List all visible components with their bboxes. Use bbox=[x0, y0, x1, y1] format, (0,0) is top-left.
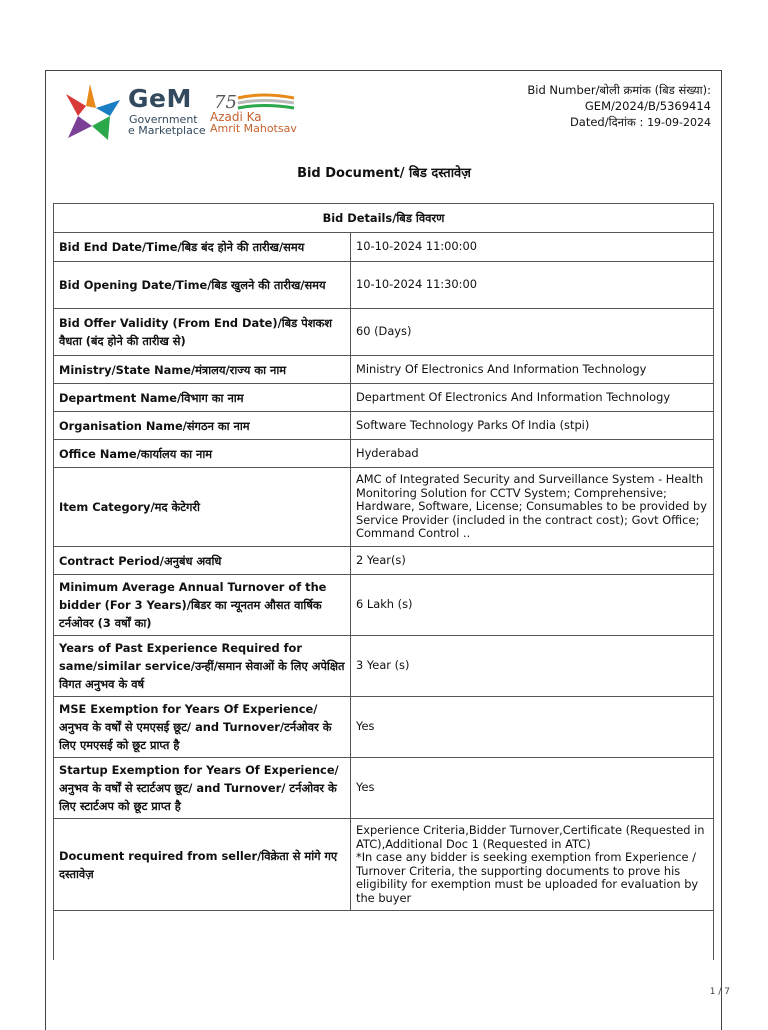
row-key: Organisation Name/संगठन का नाम bbox=[54, 412, 351, 440]
table-row bbox=[54, 412, 714, 440]
table-row bbox=[54, 440, 714, 468]
azadi-text-line1: Azadi Ka bbox=[210, 110, 262, 124]
table-row bbox=[54, 356, 714, 384]
table-row bbox=[54, 468, 714, 547]
table-row bbox=[54, 697, 714, 758]
dated-label: Dated/दिनांक : bbox=[569, 115, 644, 129]
table-row bbox=[54, 309, 714, 356]
next-section-box bbox=[53, 910, 714, 960]
page-number: 1 / 7 bbox=[709, 987, 730, 997]
row-value: AMC of Integrated Security and Surveillance System - Health Monitoring Solution for CCTV System; Comprehensive; Hardware, Software, License; Consumables to be provided by Service Provider (included in the contract cost); Govt Office; Command Control .. bbox=[351, 468, 714, 547]
gem-brand: GeM bbox=[128, 84, 192, 113]
row-key: Office Name/कार्यालय का नाम bbox=[54, 440, 351, 468]
table-row bbox=[54, 758, 714, 819]
row-key: Bid Opening Date/Time/बिड खुलने की तारीख/समय bbox=[54, 262, 351, 309]
table-row bbox=[54, 384, 714, 412]
row-key: Contract Period/अनुबंध अवधि bbox=[54, 547, 351, 575]
row-value: Hyderabad bbox=[351, 440, 714, 468]
row-key: Department Name/विभाग का नाम bbox=[54, 384, 351, 412]
row-value: Experience Criteria,Bidder Turnover,Certificate (Requested in ATC),Additional Doc 1 (Requested in ATC) *In case any bidder is seeking exemption from Experience / Turnover Criteria, the supporting documents to prove his eligibility for exemption must be uploaded for evaluation by the buyer bbox=[351, 819, 714, 911]
row-key: Document required from seller/विक्रेता से मांगे गए दस्तावेज़ bbox=[54, 819, 351, 911]
table-heading-row bbox=[54, 204, 714, 233]
row-value: 6 Lakh (s) bbox=[351, 575, 714, 636]
table-row bbox=[54, 547, 714, 575]
bid-details-table bbox=[53, 203, 714, 911]
azadi-text-line2: Amrit Mahotsav bbox=[210, 122, 297, 135]
bid-number-label: Bid Number/बोली क्रमांक (बिड संख्या): bbox=[527, 83, 711, 97]
table-row bbox=[54, 636, 714, 697]
row-key: MSE Exemption for Years Of Experience/अनुभव के वर्षों से एमएसई छूट/ and Turnover/टर्नओवर के लिए एमएसई को छूट प्राप्त है bbox=[54, 697, 351, 758]
gem-subtitle-1: Government bbox=[129, 113, 198, 126]
row-value: 10-10-2024 11:30:00 bbox=[351, 262, 714, 309]
bid-meta bbox=[527, 82, 711, 131]
row-value: 10-10-2024 11:00:00 bbox=[351, 233, 714, 262]
table-row bbox=[54, 575, 714, 636]
row-key: Minimum Average Annual Turnover of the bidder (For 3 Years)/बिडर का न्यूनतम औसत वार्षिक टर्नओवर (3 वर्षों का) bbox=[54, 575, 351, 636]
row-value: Yes bbox=[351, 697, 714, 758]
table-row bbox=[54, 233, 714, 262]
dated-value: 19-09-2024 bbox=[647, 116, 711, 129]
row-key: Startup Exemption for Years Of Experience/अनुभव के वर्षों से स्टार्टअप छूट/ and Turnover/ टर्नओवर के लिए स्टार्टअप को छूट प्राप्त है bbox=[54, 758, 351, 819]
row-key: Years of Past Experience Required for same/similar service/उन्हीं/समान सेवाओं के लिए अपेक्षित विगत अनुभव के वर्ष bbox=[54, 636, 351, 697]
row-value: Department Of Electronics And Information Technology bbox=[351, 384, 714, 412]
svg-text:75: 75 bbox=[214, 92, 237, 113]
bid-number: GEM/2024/B/5369414 bbox=[584, 99, 711, 113]
dated-row bbox=[527, 114, 711, 131]
gem-subtitle-2: e Marketplace bbox=[128, 124, 206, 137]
row-value: 3 Year (s) bbox=[351, 636, 714, 697]
row-value: Ministry Of Electronics And Information Technology bbox=[351, 356, 714, 384]
table-row bbox=[54, 262, 714, 309]
row-value: 60 (Days) bbox=[351, 309, 714, 356]
table-row bbox=[54, 819, 714, 911]
row-key: Ministry/State Name/मंत्रालय/राज्य का नाम bbox=[54, 356, 351, 384]
row-value: Software Technology Parks Of India (stpi) bbox=[351, 412, 714, 440]
row-key: Item Category/मद केटेगरी bbox=[54, 468, 351, 547]
row-value: 2 Year(s) bbox=[351, 547, 714, 575]
row-value: Yes bbox=[351, 758, 714, 819]
row-key: Bid End Date/Time/बिड बंद होने की तारीख/समय bbox=[54, 233, 351, 262]
table-heading: Bid Details/बिड विवरण bbox=[54, 204, 714, 233]
document-title: Bid Document/ बिड दस्तावेज़ bbox=[297, 166, 471, 181]
row-key: Bid Offer Validity (From End Date)/बिड पेशकश वैधता (बंद होने की तारीख से) bbox=[54, 309, 351, 356]
